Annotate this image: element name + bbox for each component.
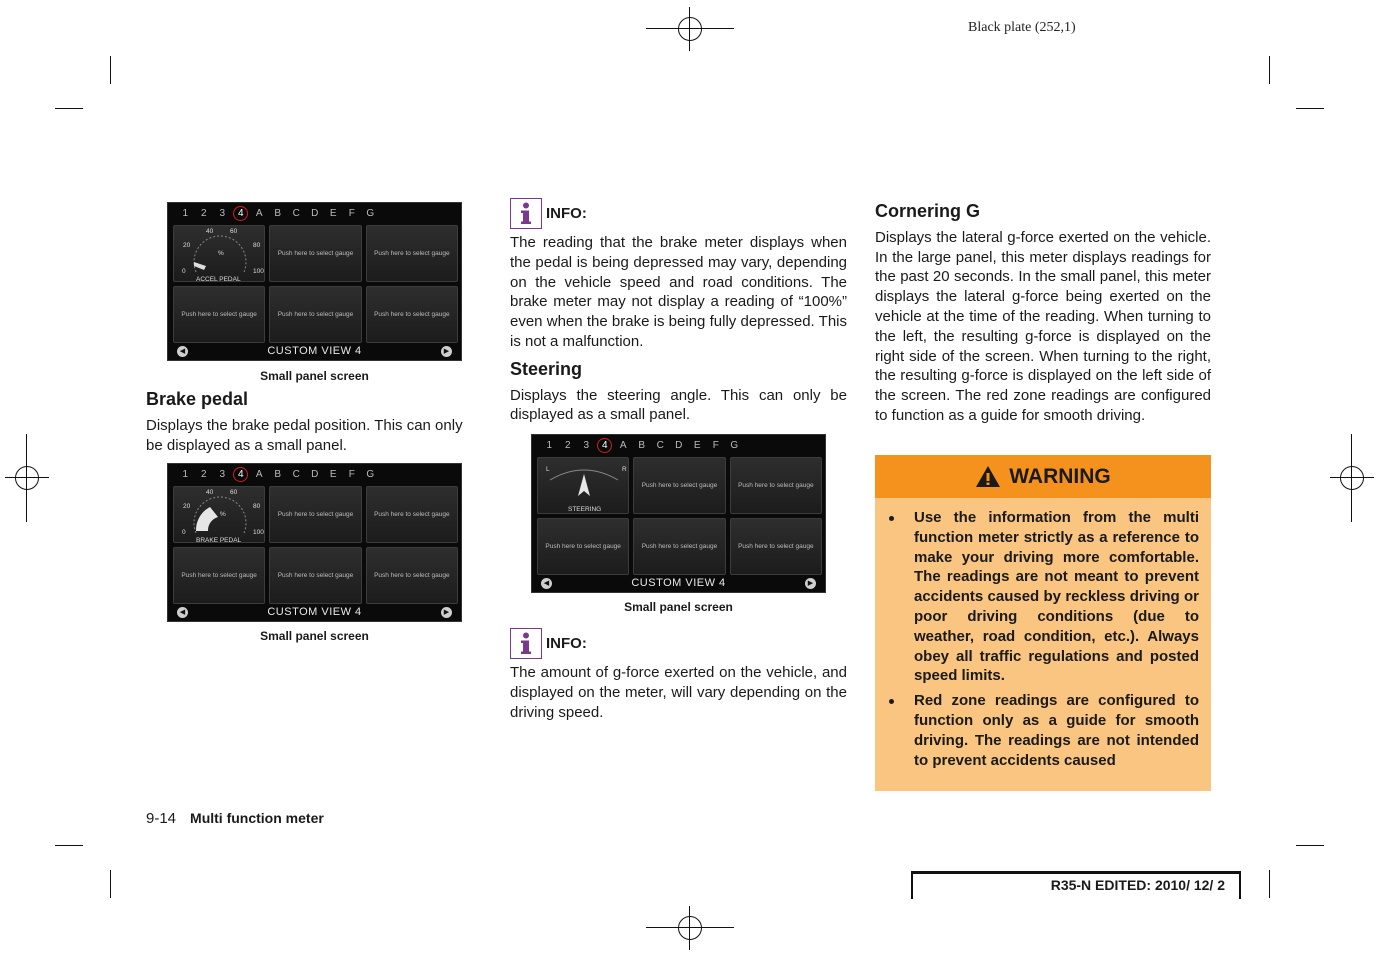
crop-mark	[1269, 56, 1270, 84]
view-tab-e[interactable]: E	[329, 208, 337, 219]
gauge-tick: 40	[206, 228, 214, 235]
brake-gauge-cell[interactable]	[173, 486, 265, 543]
view-tab-f[interactable]: F	[712, 440, 719, 451]
crop-mark	[110, 56, 111, 84]
info-header	[510, 198, 847, 229]
select-gauge-cell[interactable]: Push here to select gauge	[269, 225, 361, 282]
gauge-tick: 20	[183, 503, 191, 510]
view-tab-c[interactable]: C	[656, 440, 664, 451]
plate-label: Black plate (252,1)	[968, 20, 1076, 35]
screen-footer: CUSTOM VIEW 4	[631, 577, 726, 589]
caption: Small panel screen	[260, 629, 369, 643]
gauge-tick: 20	[183, 242, 191, 249]
page-number: 9-14	[146, 810, 177, 827]
gauge-left-label: L	[546, 466, 550, 473]
gauge-tick: 100	[253, 529, 264, 536]
gauge-tick: 0	[182, 529, 186, 536]
registration-mark-bottom	[668, 906, 712, 950]
view-tab-4[interactable]: 4	[232, 467, 251, 483]
steering-gauge-cell[interactable]	[537, 457, 629, 514]
view-tab-e[interactable]: E	[329, 469, 337, 480]
section-heading-brake-pedal: Brake pedal	[146, 389, 249, 409]
select-gauge-cell[interactable]: Push here to select gauge	[269, 486, 361, 543]
select-gauge-cell[interactable]: Push here to select gauge	[269, 547, 361, 604]
gauge-tick: 60	[230, 489, 238, 496]
crop-mark	[110, 870, 111, 898]
info-body: The amount of g-force exerted on the vehicle, and displayed on the meter, will vary depending on the driving speed.	[510, 664, 847, 721]
select-gauge-cell[interactable]: Push here to select gauge	[366, 486, 458, 543]
small-panel-screen-steering	[531, 434, 826, 593]
view-tab-c[interactable]: C	[292, 469, 300, 480]
gauge-label: STEERING	[568, 506, 602, 513]
warning-text: Red zone readings are configured to function only as a guide for smooth driving. The readings are not intended to prevent accidents caused	[914, 692, 1199, 769]
gauge-tick: 80	[253, 503, 261, 510]
small-panel-screen-accel	[167, 202, 462, 361]
warning-title: WARNING	[1009, 464, 1111, 488]
select-gauge-cell[interactable]: Push here to select gauge	[269, 286, 361, 343]
screen-footer: CUSTOM VIEW 4	[267, 606, 362, 618]
gauge-tick: 100	[253, 268, 264, 275]
crop-mark	[1296, 845, 1324, 846]
body-text: Displays the lateral g-force exerted on the vehicle. In the large panel, this meter displays readings for the past 20 seconds. In the small panel, this meter displays the lateral g-force being exerted on the vehicle at the time of the reading. When turning to the left, the resulting g-force is displayed on the right side of the screen. When turning to the right, the resulting g-force is displayed on the left side of the screen. The red zone readings are configured to function as a guide for smooth driving.	[875, 228, 1211, 424]
screen-footer: CUSTOM VIEW 4	[267, 345, 362, 357]
info-icon	[510, 628, 542, 659]
view-tab-b[interactable]: B	[274, 469, 282, 480]
body-text: Displays the brake pedal position. This can only be displayed as a small panel.	[146, 416, 463, 454]
gauge-tick: 0	[182, 268, 186, 275]
view-tab-3[interactable]: 3	[219, 208, 226, 219]
view-tab-2[interactable]: 2	[564, 440, 571, 451]
crop-mark	[1296, 108, 1324, 109]
arrow-left-icon[interactable]: ◀	[177, 607, 188, 618]
info-label: INFO:	[546, 204, 587, 222]
small-panel-screen-brake	[167, 463, 462, 622]
gauge-label: BRAKE PEDAL	[196, 537, 242, 544]
warning-item	[887, 691, 1199, 770]
gauge-unit: %	[218, 250, 224, 257]
view-tab-f[interactable]: F	[348, 208, 355, 219]
view-tab-f[interactable]: F	[348, 469, 355, 480]
info-label: INFO:	[546, 634, 587, 652]
view-tab-g[interactable]: G	[730, 440, 739, 451]
crop-mark	[55, 108, 83, 109]
gauge-tick: 40	[206, 489, 214, 496]
select-gauge-cell[interactable]: Push here to select gauge	[173, 286, 265, 343]
view-tab-g[interactable]: G	[366, 469, 375, 480]
view-tab-b[interactable]: B	[274, 208, 282, 219]
view-tabs	[176, 206, 380, 222]
view-tab-4[interactable]: 4	[596, 438, 615, 454]
section-title: Multi function meter	[190, 810, 324, 826]
section-heading-cornering-g: Cornering G	[875, 201, 981, 221]
arrow-right-icon[interactable]: ▶	[805, 578, 816, 589]
body-text: Displays the steering angle. This can only be displayed as a small panel.	[510, 386, 847, 424]
registration-mark-right	[1330, 456, 1374, 500]
edited-stamp: R35-N EDITED: 2010/ 12/ 2	[911, 871, 1241, 899]
caption: Small panel screen	[260, 369, 369, 383]
view-tab-a[interactable]: A	[255, 469, 263, 480]
crop-mark	[55, 845, 83, 846]
arrow-right-icon[interactable]: ▶	[441, 607, 452, 618]
warning-text: Use the information from the multi function meter strictly as a reference to make your driving more comfortable. The readings are not meant to prevent accidents caused by reckless driving or poor driving conditions (due to weather, road condition, etc.). Always obey all traffic regulations and posted speed limits.	[914, 509, 1199, 685]
warning-box	[875, 455, 1211, 791]
view-tab-a[interactable]: A	[255, 208, 263, 219]
info-icon	[510, 198, 542, 229]
page-footer	[146, 810, 324, 827]
view-tab-1[interactable]: 1	[546, 440, 553, 451]
section-heading-steering: Steering	[510, 358, 583, 379]
select-gauge-cell[interactable]: Push here to select gauge	[730, 457, 822, 514]
view-tab-d[interactable]: D	[311, 208, 319, 219]
warning-triangle-icon	[975, 465, 1001, 488]
view-tab-2[interactable]: 2	[200, 208, 207, 219]
select-gauge-cell[interactable]: Push here to select gauge	[366, 225, 458, 282]
select-gauge-cell[interactable]: Push here to select gauge	[366, 547, 458, 604]
registration-mark-top	[668, 7, 712, 51]
view-tab-1[interactable]: 1	[182, 469, 189, 480]
view-tab-4[interactable]: 4	[232, 206, 251, 222]
arrow-right-icon[interactable]: ▶	[441, 346, 452, 357]
view-tab-c[interactable]: C	[292, 208, 300, 219]
bullet-icon	[889, 516, 894, 521]
gauge-tick: 60	[230, 228, 238, 235]
info-header	[510, 628, 847, 659]
view-tab-2[interactable]: 2	[200, 469, 207, 480]
view-tab-e[interactable]: E	[693, 440, 701, 451]
select-gauge-cell[interactable]: Push here to select gauge	[730, 518, 822, 575]
view-tab-1[interactable]: 1	[182, 208, 189, 219]
gauge-unit: %	[220, 511, 226, 518]
select-gauge-cell[interactable]: Push here to select gauge	[173, 547, 265, 604]
warning-item	[887, 508, 1199, 686]
view-tab-d[interactable]: D	[311, 469, 319, 480]
arrow-left-icon[interactable]: ◀	[177, 346, 188, 357]
view-tab-3[interactable]: 3	[219, 469, 226, 480]
select-gauge-cell[interactable]: Push here to select gauge	[633, 457, 725, 514]
select-gauge-cell[interactable]: Push here to select gauge	[366, 286, 458, 343]
view-tabs	[176, 467, 380, 483]
view-tab-g[interactable]: G	[366, 208, 375, 219]
select-gauge-cell[interactable]: Push here to select gauge	[633, 518, 725, 575]
gauge-right-label: R	[622, 466, 627, 473]
view-tab-d[interactable]: D	[675, 440, 683, 451]
crop-mark	[1269, 870, 1270, 898]
warning-header	[875, 455, 1211, 498]
registration-mark-left	[5, 456, 49, 500]
gauge-tick: 80	[253, 242, 261, 249]
caption: Small panel screen	[624, 600, 733, 614]
bullet-icon	[889, 699, 894, 704]
view-tab-3[interactable]: 3	[583, 440, 590, 451]
view-tabs	[540, 438, 744, 454]
view-tab-b[interactable]: B	[638, 440, 646, 451]
arrow-left-icon[interactable]: ◀	[541, 578, 552, 589]
select-gauge-cell[interactable]: Push here to select gauge	[537, 518, 629, 575]
accel-gauge-cell[interactable]	[173, 225, 265, 282]
info-body: The reading that the brake meter displays when the pedal is being depressed may vary, depending on the vehicle speed and road conditions. The brake meter may not display a reading of “100%” even when the brake is being fully depressed. This is not a malfunction.	[510, 234, 847, 350]
steering-dial-icon	[538, 458, 630, 512]
gauge-label: ACCEL PEDAL	[196, 276, 241, 283]
view-tab-a[interactable]: A	[619, 440, 627, 451]
